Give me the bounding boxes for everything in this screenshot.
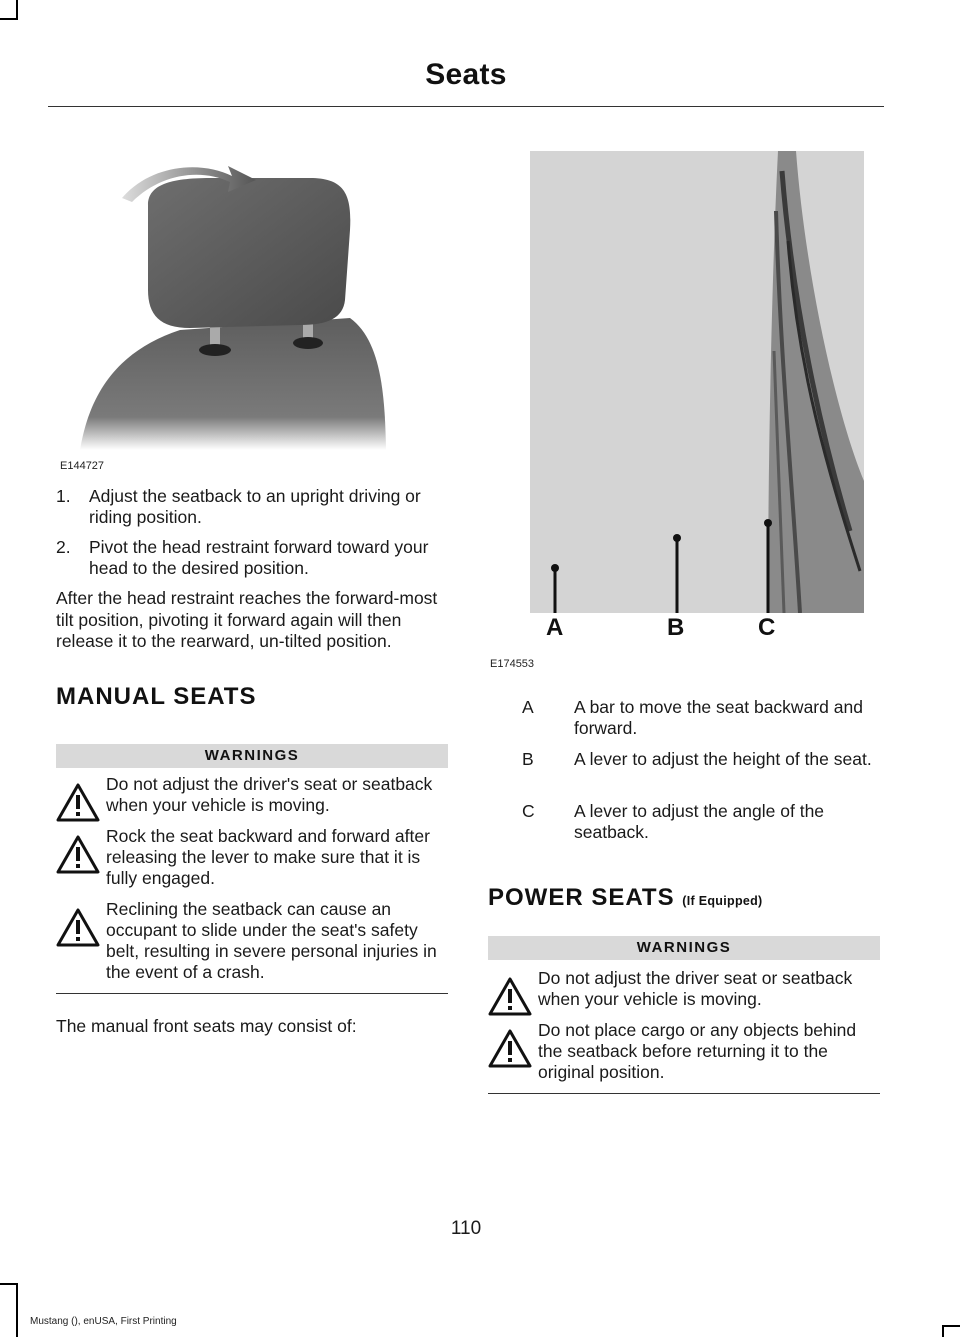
crop-mark-bottom-left-h — [0, 1283, 18, 1285]
warning-item — [488, 968, 880, 1010]
legend-row — [514, 749, 878, 791]
warning-text: Reclining the seatback can cause an occupant to slide under the seat's safety belt, resulting in severe personal injuries in the event of a crash. — [106, 898, 437, 982]
crop-mark-top-left-v — [16, 0, 18, 20]
power-seats-heading — [488, 884, 880, 912]
right-column-lower — [488, 884, 880, 1094]
head-restraint-illustration — [60, 150, 446, 456]
adjust-steps-list — [56, 486, 448, 579]
warning-triangle-icon — [56, 783, 100, 823]
warning-triangle-icon — [488, 977, 532, 1017]
step-number: 2. — [56, 537, 71, 557]
warning-item — [56, 826, 448, 889]
footer-edition: Mustang (), enUSA, First Printing — [30, 1316, 177, 1327]
seat-controls-image — [530, 151, 864, 613]
warning-item — [56, 899, 448, 983]
list-item — [56, 486, 448, 528]
legend-key: C — [522, 801, 535, 821]
warnings-end-rule — [488, 1093, 880, 1094]
warning-item — [56, 774, 448, 816]
tilt-paragraph: After the head restraint reaches the forward-most tilt position, pivoting it forward again will then release it to the rearward, un-tilted position. — [56, 588, 438, 651]
warning-text: Do not adjust the driver's seat or seatback when your vehicle is moving. — [106, 773, 433, 815]
manual-seats-heading — [56, 683, 448, 711]
legend-row — [514, 801, 878, 843]
warnings-end-rule — [56, 993, 448, 994]
figure-code-2: E174553 — [490, 658, 535, 670]
step-text: Pivot the head restraint forward toward your head to the desired position. — [89, 537, 429, 578]
callout-b: B — [667, 614, 685, 641]
callout-a: A — [546, 614, 564, 641]
crop-mark-bottom-right-h — [942, 1325, 960, 1327]
figure-code-1: E144727 — [60, 460, 105, 472]
power-warnings-header: WARNINGS — [488, 936, 880, 960]
head-restraint-image — [60, 150, 446, 456]
crop-mark-top-left-h — [0, 18, 18, 20]
step-number: 1. — [56, 486, 71, 506]
warning-item — [488, 1020, 880, 1083]
left-column — [56, 486, 448, 1037]
warning-triangle-icon — [56, 835, 100, 875]
legend-row — [514, 697, 878, 739]
warning-text: Do not place cargo or any objects behind the seatback before returning it to the original position. — [538, 1020, 857, 1082]
list-item — [56, 537, 448, 579]
manual-seats-consist-text: The manual front seats may consist of: — [56, 1015, 357, 1036]
legend-key: A — [522, 697, 534, 717]
warning-text: Do not adjust the driver seat or seatback when your vehicle is moving. — [538, 968, 853, 1009]
callout-c: C — [758, 614, 776, 641]
warning-triangle-icon — [488, 1029, 532, 1069]
warning-text: Rock the seat backward and forward after releasing the lever to make sure that it is fully engaged. — [106, 825, 430, 888]
legend-key: B — [522, 749, 534, 769]
warning-triangle-icon — [56, 908, 100, 948]
header-divider — [48, 106, 884, 107]
manual-seats-heading-text: MANUAL SEATS — [56, 682, 257, 710]
power-seats-heading-suffix: (If Equipped) — [682, 894, 763, 908]
crop-mark-bottom-left-v — [16, 1283, 18, 1337]
seat-controls-illustration — [530, 151, 864, 613]
page-title: Seats — [425, 58, 507, 91]
legend-desc: A lever to adjust the angle of the seatback. — [574, 801, 825, 842]
manual-warnings-header: WARNINGS — [56, 744, 448, 768]
page-number: 110 — [450, 1218, 482, 1239]
power-seats-heading-text: POWER SEATS — [488, 884, 675, 911]
legend-desc: A bar to move the seat backward and forward. — [574, 697, 863, 738]
legend-desc: A lever to adjust the height of the seat. — [574, 749, 872, 769]
step-text: Adjust the seatback to an upright driving or riding position. — [89, 486, 421, 527]
